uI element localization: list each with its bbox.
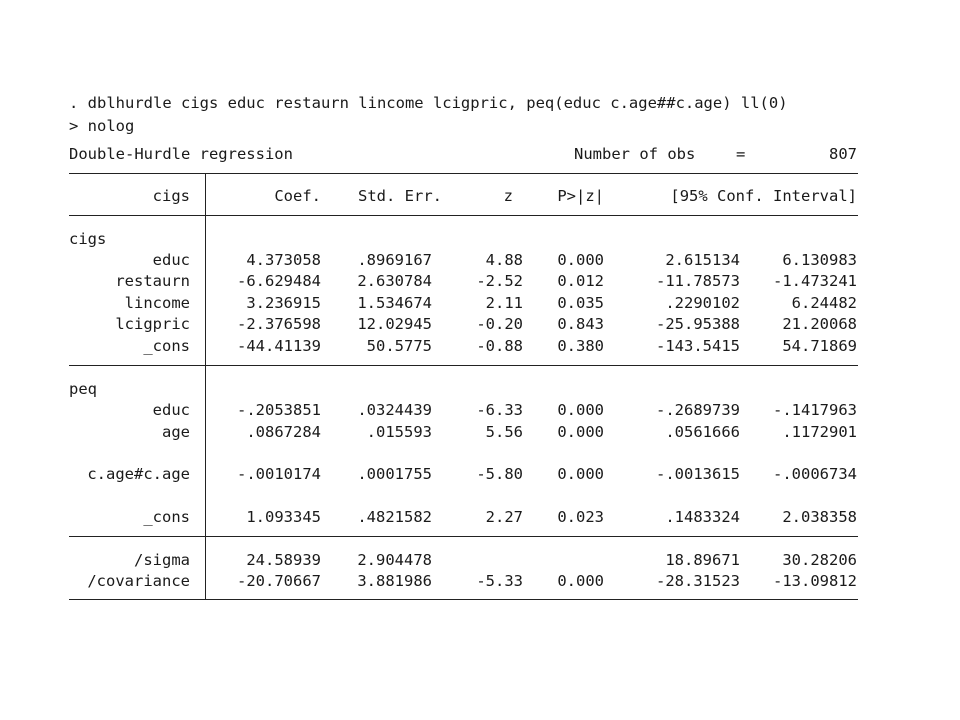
col-header-stderr: Std. Err. — [358, 187, 442, 205]
row-ci-lower: -25.95388 — [656, 315, 740, 333]
row-ci-lower: -28.31523 — [656, 572, 740, 590]
row-stderr: .8969167 — [357, 251, 432, 269]
command-line: . dblhurdle cigs educ restaurn lincome lcigpric, peq(educ c.age##c.age) ll(0) — [69, 94, 788, 112]
col-header-z: z — [503, 187, 513, 205]
row-ci-upper: .1172901 — [782, 423, 857, 441]
row-ci-upper: 21.20068 — [782, 315, 857, 333]
row-coef: 4.373058 — [246, 251, 321, 269]
row-z: 2.27 — [485, 508, 523, 526]
stub-divider — [205, 173, 206, 600]
row-coef: 3.236915 — [246, 294, 321, 312]
row-variable: /sigma — [134, 551, 190, 569]
row-ci-lower: -.2689739 — [656, 401, 740, 419]
equation-label-cigs: cigs — [69, 230, 107, 248]
equation-label-peq: peq — [69, 380, 97, 398]
row-z: -0.20 — [476, 315, 523, 333]
row-coef: -.0010174 — [237, 465, 321, 483]
row-stderr: .4821582 — [357, 508, 432, 526]
row-z: -5.80 — [476, 465, 523, 483]
row-pvalue: 0.000 — [557, 465, 604, 483]
row-ci-lower: 18.89671 — [665, 551, 740, 569]
aux-separator-rule — [69, 536, 858, 537]
row-stderr: 12.02945 — [357, 315, 432, 333]
row-pvalue: 0.000 — [557, 572, 604, 590]
row-stderr: 2.630784 — [357, 272, 432, 290]
row-coef: -6.629484 — [237, 272, 321, 290]
regression-title: Double-Hurdle regression — [69, 145, 293, 163]
row-variable: /covariance — [87, 572, 190, 590]
row-coef: .0867284 — [246, 423, 321, 441]
row-variable: educ — [152, 401, 190, 419]
row-variable: lcigpric — [115, 315, 190, 333]
row-ci-upper: 30.28206 — [782, 551, 857, 569]
col-header-coef: Coef. — [274, 187, 321, 205]
row-stderr: 1.534674 — [357, 294, 432, 312]
row-stderr: .0001755 — [357, 465, 432, 483]
row-variable: _cons — [143, 508, 190, 526]
row-ci-lower: .0561666 — [665, 423, 740, 441]
row-z: 2.11 — [485, 294, 523, 312]
row-ci-upper: -1.473241 — [773, 272, 857, 290]
row-stderr: 3.881986 — [357, 572, 432, 590]
obs-value: 807 — [829, 145, 857, 163]
row-ci-upper: -.1417963 — [773, 401, 857, 419]
row-pvalue: 0.000 — [557, 251, 604, 269]
row-variable: educ — [152, 251, 190, 269]
col-header-depvar: cigs — [152, 187, 190, 205]
row-z: 5.56 — [485, 423, 523, 441]
row-coef: 24.58939 — [246, 551, 321, 569]
row-stderr: .015593 — [366, 423, 432, 441]
row-coef: 1.093345 — [246, 508, 321, 526]
obs-label: Number of obs — [574, 145, 696, 163]
row-variable: _cons — [143, 337, 190, 355]
row-ci-lower: -143.5415 — [656, 337, 740, 355]
row-pvalue: 0.023 — [557, 508, 604, 526]
row-ci-upper: 6.130983 — [782, 251, 857, 269]
row-pvalue: 0.000 — [557, 401, 604, 419]
row-variable: c.age#c.age — [87, 465, 190, 483]
row-coef: -2.376598 — [237, 315, 321, 333]
header-rule — [69, 215, 858, 216]
row-stderr: 50.5775 — [366, 337, 432, 355]
row-stderr: 2.904478 — [357, 551, 432, 569]
row-variable: lincome — [124, 294, 190, 312]
row-ci-lower: -.0013615 — [656, 465, 740, 483]
row-ci-lower: -11.78573 — [656, 272, 740, 290]
row-coef: -20.70667 — [237, 572, 321, 590]
obs-equals: = — [736, 145, 746, 163]
row-z: -6.33 — [476, 401, 523, 419]
row-z: -0.88 — [476, 337, 523, 355]
row-coef: -.2053851 — [237, 401, 321, 419]
row-variable: age — [162, 423, 190, 441]
table-top-rule — [69, 173, 858, 174]
row-z: 4.88 — [485, 251, 523, 269]
row-ci-upper: 6.24482 — [791, 294, 857, 312]
row-coef: -44.41139 — [237, 337, 321, 355]
row-ci-upper: -.0006734 — [773, 465, 857, 483]
eq-separator-rule — [69, 365, 858, 366]
col-header-confint: [95% Conf. Interval] — [670, 187, 857, 205]
row-z: -5.33 — [476, 572, 523, 590]
row-ci-lower: .2290102 — [665, 294, 740, 312]
row-ci-upper: -13.09812 — [773, 572, 857, 590]
row-variable: restaurn — [115, 272, 190, 290]
row-ci-lower: .1483324 — [665, 508, 740, 526]
row-ci-upper: 54.71869 — [782, 337, 857, 355]
command-continuation: > nolog — [69, 117, 135, 135]
table-bottom-rule — [69, 599, 858, 600]
row-stderr: .0324439 — [357, 401, 432, 419]
row-ci-upper: 2.038358 — [782, 508, 857, 526]
row-pvalue: 0.843 — [557, 315, 604, 333]
row-pvalue: 0.380 — [557, 337, 604, 355]
col-header-pvalue: P>|z| — [557, 187, 604, 205]
row-pvalue: 0.000 — [557, 423, 604, 441]
row-z: -2.52 — [476, 272, 523, 290]
row-pvalue: 0.012 — [557, 272, 604, 290]
row-pvalue: 0.035 — [557, 294, 604, 312]
row-ci-lower: 2.615134 — [665, 251, 740, 269]
